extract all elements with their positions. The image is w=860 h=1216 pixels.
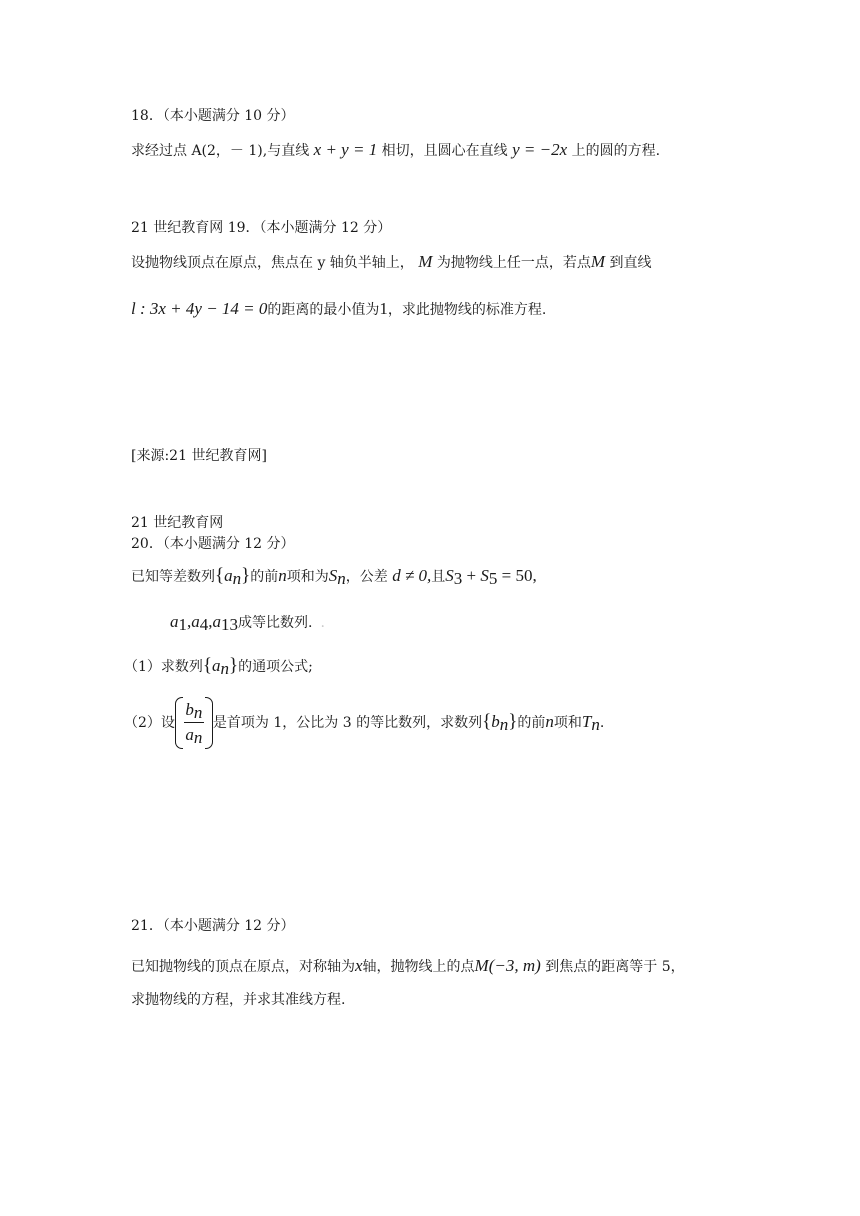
left-brace: { — [202, 655, 213, 676]
q20-text-d: ，公差 — [345, 569, 388, 585]
subscript-13: 13 — [221, 615, 238, 634]
q20-text-geometric: 成等比数列. — [238, 615, 313, 631]
term-a13: a — [212, 612, 221, 631]
q19-line-2 — [131, 299, 546, 320]
q19-header: 21 世纪教育网 19．（本小题满分 12 分） — [131, 220, 392, 236]
numerator-b: b — [185, 700, 194, 719]
q20-p2-text-a: （2）设 — [124, 715, 175, 731]
q20-text-qie: 且 — [431, 569, 446, 585]
sum-s3: S — [445, 566, 454, 585]
subscript-n: n — [591, 715, 600, 734]
subscript-1: 1 — [178, 615, 187, 634]
q20-text-b: 的前 — [250, 569, 279, 585]
equals-50: = 50, — [497, 566, 537, 585]
q20-line-2 — [170, 612, 325, 633]
subscript-3: 3 — [453, 569, 463, 588]
point-m: M — [474, 956, 489, 975]
subscript-5: 5 — [488, 569, 498, 588]
var-x: x — [355, 956, 363, 975]
q20-p2-text-c: 的前 — [517, 715, 546, 731]
q18-body — [131, 140, 660, 161]
q20-p2-text-d: 项和 — [553, 715, 582, 731]
q19-text-d: 的距离的最小值为 — [267, 302, 380, 318]
q19-min-value: 1 — [379, 299, 388, 318]
q21-text-a: 已知抛物线的顶点在原点，对称轴为 — [131, 959, 355, 975]
q21-line-2: 求抛物线的方程，并求其准线方程. — [131, 992, 346, 1008]
q19-text-a: 设抛物线顶点在原点，焦点在 y 轴负半轴上， — [131, 255, 414, 271]
q21-line-1 — [131, 956, 685, 977]
q19-text-b: 为抛物线上任一点，若点 — [436, 255, 591, 271]
q19-text-c: 到直线 — [609, 255, 652, 271]
right-brace: } — [241, 565, 251, 586]
point-m-coords: (−3, m) — [488, 956, 541, 975]
q21-text-c: 到焦点的距离等于 5， — [545, 959, 685, 975]
q20-p2-text-b: 是首项为 1，公比为 3 的等比数列，求数列 — [212, 715, 483, 731]
comma: , — [208, 612, 213, 631]
q18-text-3: 上的圆的方程. — [571, 143, 661, 159]
denominator-a: a — [185, 725, 194, 744]
cond-d: d ≠ 0, — [392, 566, 432, 585]
sum-t: T — [581, 712, 592, 731]
subscript-n: n — [220, 659, 230, 678]
q18-text-1: 求经过点 A(2，－ 1),与直线 — [131, 143, 310, 159]
source-site: 21 世纪教育网 — [131, 515, 224, 531]
left-brace: { — [215, 565, 225, 586]
right-brace: } — [229, 655, 239, 676]
q18-equation-1: x + y = 1 — [313, 140, 378, 159]
term-a4: a — [191, 612, 200, 631]
comma: , — [187, 612, 192, 631]
period: . — [599, 715, 605, 731]
q20-part-2 — [124, 696, 604, 749]
q20-text-a: 已知等差数列 — [131, 569, 215, 585]
subscript-n: n — [193, 728, 203, 747]
q19-text-e: ，求此抛物线的标准方程. — [387, 302, 547, 318]
subscript-n: n — [337, 569, 346, 588]
q19-point-m: M — [418, 252, 433, 271]
seq-b: b — [491, 712, 500, 731]
q20-line-1 — [131, 566, 537, 587]
stray-dot: . — [320, 615, 325, 631]
sum-s5: S — [480, 566, 489, 585]
var-n: n — [278, 566, 287, 585]
subscript-n: n — [499, 715, 509, 734]
q21-text-b: 轴，抛物线上的点 — [362, 959, 475, 975]
term-a1: a — [170, 612, 179, 631]
source-note: [来源:21 世纪教育网] — [131, 448, 267, 464]
q20-text-c: 项和为 — [286, 569, 329, 585]
sum-s: S — [328, 566, 338, 585]
q19-line-1 — [131, 252, 652, 273]
right-brace: } — [508, 711, 518, 732]
subscript-4: 4 — [199, 615, 209, 634]
var-n: n — [545, 712, 554, 731]
q20-header: 20．（本小题满分 12 分） — [131, 536, 295, 552]
q20-p1-text-b: 的通项公式; — [238, 659, 313, 675]
q21-header: 21．（本小题满分 12 分） — [131, 918, 295, 934]
subscript-n: n — [193, 703, 203, 722]
left-brace: { — [482, 711, 492, 732]
q18-text-2: 相切，且圆心在直线 — [381, 143, 508, 159]
q20-p1-text-a: （1）求数列 — [124, 659, 203, 675]
plus: + — [462, 566, 481, 585]
seq-a: a — [224, 566, 233, 585]
fraction-bn-over-an — [175, 697, 213, 749]
q19-line-equation: l : 3x + 4y − 14 = 0 — [131, 299, 268, 318]
q19-point-m-2: M — [590, 252, 606, 271]
q18-equation-2: y = −2x — [512, 140, 568, 159]
q20-part-1 — [124, 656, 313, 677]
seq-a: a — [212, 656, 221, 675]
subscript-n: n — [232, 569, 242, 588]
q18-header: 18．（本小题满分 10 分） — [131, 108, 295, 124]
